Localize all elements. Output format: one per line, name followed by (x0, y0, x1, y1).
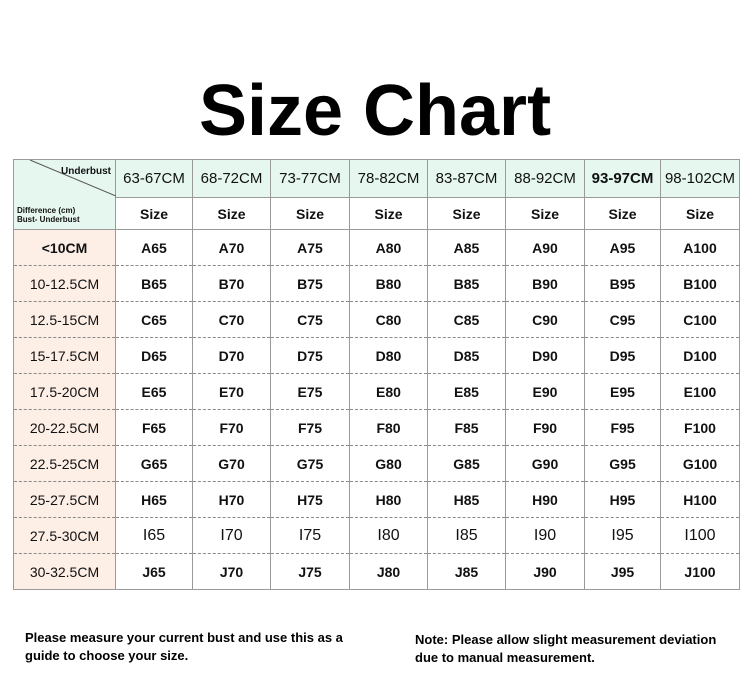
size-cell: I100 (661, 518, 740, 554)
size-cell: B70 (193, 266, 271, 302)
size-column-header: Size (428, 198, 506, 230)
difference-range-cell: 20-22.5CM (14, 410, 116, 446)
difference-range-cell: 17.5-20CM (14, 374, 116, 410)
size-cell: A100 (661, 230, 740, 266)
size-cell: J100 (661, 554, 740, 590)
size-column-header: Size (350, 198, 428, 230)
size-row (14, 482, 740, 518)
size-cell: F70 (193, 410, 271, 446)
size-cell: C80 (350, 302, 428, 338)
size-column-header: Size (585, 198, 661, 230)
size-cell: J80 (350, 554, 428, 590)
size-cell: H95 (585, 482, 661, 518)
underbust-label: Underbust (61, 166, 111, 177)
size-row (14, 554, 740, 590)
size-cell: D80 (350, 338, 428, 374)
size-cell: I65 (116, 518, 193, 554)
underbust-column-header: 98-102CM (661, 160, 740, 198)
size-cell: H85 (428, 482, 506, 518)
difference-range-cell: 10-12.5CM (14, 266, 116, 302)
difference-label-line1: Difference (cm) (17, 206, 76, 215)
size-row (14, 302, 740, 338)
size-cell: C75 (271, 302, 350, 338)
size-cell: H70 (193, 482, 271, 518)
size-cell: F65 (116, 410, 193, 446)
difference-range-cell: 15-17.5CM (14, 338, 116, 374)
size-cell: C85 (428, 302, 506, 338)
size-cell: F80 (350, 410, 428, 446)
difference-range-cell: 30-32.5CM (14, 554, 116, 590)
size-row (14, 338, 740, 374)
size-cell: G70 (193, 446, 271, 482)
size-cell: C70 (193, 302, 271, 338)
size-column-header: Size (271, 198, 350, 230)
size-cell: H75 (271, 482, 350, 518)
size-rows (14, 230, 740, 590)
size-cell: A75 (271, 230, 350, 266)
size-cell: J85 (428, 554, 506, 590)
size-row (14, 518, 740, 554)
difference-label-line2: Bust- Underbust (17, 215, 80, 224)
size-cell: D75 (271, 338, 350, 374)
measure-guide-note: Please measure your current bust and use this as a guide to choose your size. (25, 630, 343, 663)
header-corner-cell (14, 160, 116, 230)
size-cell: I70 (193, 518, 271, 554)
underbust-column-header: 63-67CM (116, 160, 193, 198)
size-cell: H100 (661, 482, 740, 518)
size-column-header: Size (506, 198, 585, 230)
size-cell: E75 (271, 374, 350, 410)
size-cell: D95 (585, 338, 661, 374)
size-column-header: Size (116, 198, 193, 230)
size-cell: E90 (506, 374, 585, 410)
size-chart-table (13, 159, 740, 590)
size-cell: F75 (271, 410, 350, 446)
size-cell: E95 (585, 374, 661, 410)
size-cell: A90 (506, 230, 585, 266)
size-row (14, 446, 740, 482)
size-cell: G100 (661, 446, 740, 482)
measurement-deviation-note: Note: Please allow slight measurement deviation due to manual measurement. (415, 632, 717, 665)
size-cell: E100 (661, 374, 740, 410)
size-cell: A70 (193, 230, 271, 266)
size-cell: B85 (428, 266, 506, 302)
size-cell: I90 (506, 518, 585, 554)
size-cell: G75 (271, 446, 350, 482)
size-cell: C95 (585, 302, 661, 338)
size-header-row (14, 198, 740, 230)
size-cell: B65 (116, 266, 193, 302)
size-cell: G85 (428, 446, 506, 482)
size-column-header: Size (193, 198, 271, 230)
size-row (14, 410, 740, 446)
size-cell: A85 (428, 230, 506, 266)
size-cell: I95 (585, 518, 661, 554)
size-cell: B95 (585, 266, 661, 302)
size-cell: H90 (506, 482, 585, 518)
size-cell: A95 (585, 230, 661, 266)
underbust-column-header: 93-97CM (585, 160, 661, 198)
size-cell: B90 (506, 266, 585, 302)
page-title: Size Chart (198, 71, 552, 151)
size-cell: H65 (116, 482, 193, 518)
difference-label (17, 206, 80, 224)
underbust-column-header: 73-77CM (271, 160, 350, 198)
size-cell: G90 (506, 446, 585, 482)
size-row (14, 374, 740, 410)
underbust-column-header: 88-92CM (506, 160, 585, 198)
size-cell: C65 (116, 302, 193, 338)
size-cell: I75 (271, 518, 350, 554)
difference-range-cell: 22.5-25CM (14, 446, 116, 482)
size-cell: I85 (428, 518, 506, 554)
size-cell: B100 (661, 266, 740, 302)
size-cell: D100 (661, 338, 740, 374)
size-cell: J65 (116, 554, 193, 590)
size-cell: A65 (116, 230, 193, 266)
size-cell: H80 (350, 482, 428, 518)
underbust-column-header: 68-72CM (193, 160, 271, 198)
size-cell: F85 (428, 410, 506, 446)
size-cell: B75 (271, 266, 350, 302)
size-cell: J95 (585, 554, 661, 590)
underbust-column-header: 78-82CM (350, 160, 428, 198)
size-cell: J75 (271, 554, 350, 590)
size-cell: J90 (506, 554, 585, 590)
difference-range-cell: 12.5-15CM (14, 302, 116, 338)
size-cell: D90 (506, 338, 585, 374)
difference-range-cell: 25-27.5CM (14, 482, 116, 518)
size-cell: E80 (350, 374, 428, 410)
size-cell: J70 (193, 554, 271, 590)
size-cell: D70 (193, 338, 271, 374)
size-cell: E85 (428, 374, 506, 410)
size-cell: G95 (585, 446, 661, 482)
size-cell: G80 (350, 446, 428, 482)
size-cell: E65 (116, 374, 193, 410)
size-cell: G65 (116, 446, 193, 482)
size-cell: F95 (585, 410, 661, 446)
difference-range-cell: <10CM (14, 230, 116, 266)
size-row (14, 266, 740, 302)
size-cell: I80 (350, 518, 428, 554)
size-cell: B80 (350, 266, 428, 302)
size-cell: E70 (193, 374, 271, 410)
size-cell: A80 (350, 230, 428, 266)
underbust-header-row (14, 160, 740, 198)
difference-range-cell: 27.5-30CM (14, 518, 116, 554)
size-cell: C100 (661, 302, 740, 338)
size-cell: D65 (116, 338, 193, 374)
size-cell: C90 (506, 302, 585, 338)
size-cell: D85 (428, 338, 506, 374)
size-row (14, 230, 740, 266)
size-cell: F90 (506, 410, 585, 446)
underbust-column-header: 83-87CM (428, 160, 506, 198)
size-column-header: Size (661, 198, 740, 230)
size-cell: F100 (661, 410, 740, 446)
